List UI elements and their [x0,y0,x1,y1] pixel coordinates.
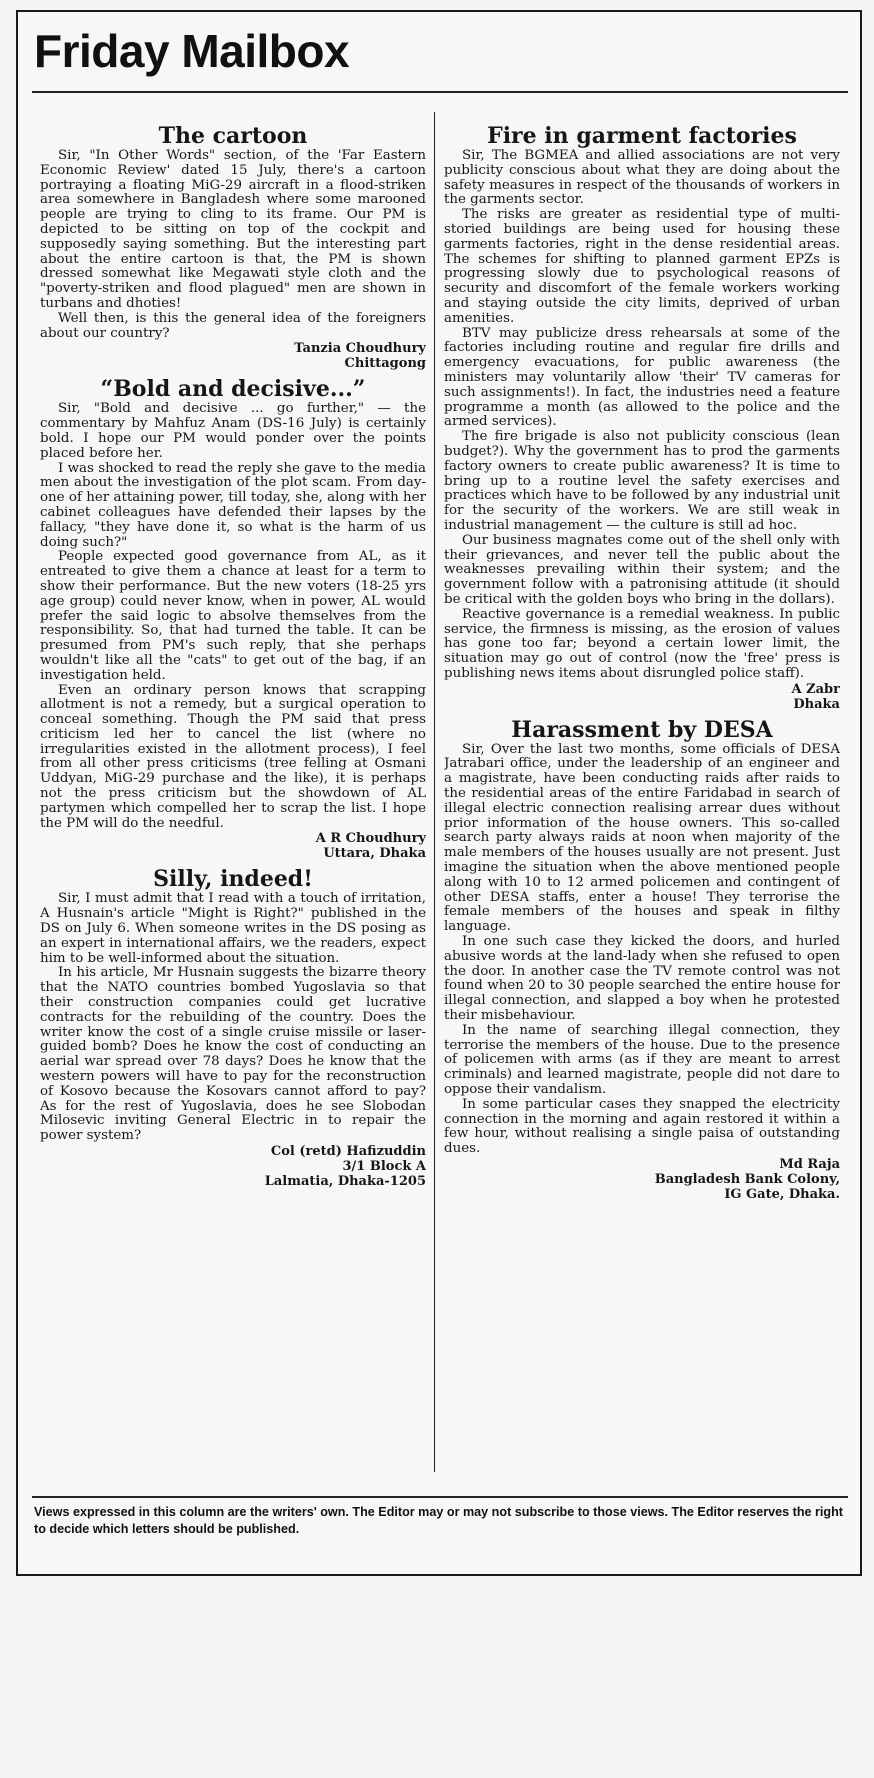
letter-signature-line: Dhaka [793,696,840,712]
letter-paragraph: The risks are greater as residential type of multi-storied buildings are being used for housing these garments factories, right in the dense residential areas. The schemes for shifting to planned garment EPZs is progressing slowly due to psychological reasons of security and discomfort of the female workers working and staying outside the city limits, deprived of urban amenities. [444,207,840,326]
letter [40,124,426,371]
letter-signature-line: 3/1 Block A [342,1159,426,1175]
letter [444,718,840,1202]
letter-paragraph: In some particular cases they snapped the electricity connection in the morning and again restored it within a few hour, without realising a single paisa of outstanding dues. [444,1096,840,1157]
letter-headline: “Bold and decisive...” [100,376,366,403]
column-divider [434,112,435,1472]
letter-paragraph: Sir, "Bold and decisive ... go further," — the commentary by Mahfuz Anam (DS-16 July) is certainly bold. I hope our PM would ponder over the points placed before her. [40,401,426,461]
letter-headline: Harassment by DESA [511,716,773,743]
letter-paragraph: Well then, is this the general idea of the foreigners about our country? [40,310,426,341]
newspaper-page [16,10,862,1576]
letter-signature-line: Tanzia Choudhury [294,341,426,357]
letter-signature-line: Bangladesh Bank Colony, [654,1172,840,1187]
letter-paragraph: Sir, The BGMEA and allied associations are not very publicity conscious about what they are doing about the safety measures in respect of the thousands of workers in the garments sector. [444,148,840,208]
disclaimer: Views expressed in this column are the writers' own. The Editor may or may not subscribe to those views. The Editor reserves the right to decide which letters should be published. [34,1505,843,1536]
letter-signature-line: Md Raja [779,1157,840,1172]
letter [444,124,840,712]
letter-paragraph: Sir, Over the last two months, some officials of DESA Jatrabari office, under the leadership of an engineer and a magistrate, have been conducting raids after raids to the residential areas of the entire Faridabad in search of illegal electric connection realising arrear dues without prior information of the house owners. This so-called search party always raids at noon when majority of the male members of the houses usually are not present. Just imagine the situation when the above mentioned people along with 10 to 12 armed policemen and contingent of other DESA staffs, enter a house! They terrorise the female members of the houses and speak in filthy language. [444,741,840,935]
letter-paragraph: Even an ordinary person knows that scrapping allotment is not a remedy, but a surgical operation to conceal something. Though the PM said that press criticism led her to cancel the list (where no irregularities existed in the allotment process), I feel from all other press criticisms (tree felling at Osmani Uddyan, MiG-29 purchase and the like), it is perhaps not the press criticism but the showdown of AL partymen which compelled her to scrap the list. I hope the PM will do the needful. [40,682,426,831]
letter-paragraph: In one such case they kicked the doors, and hurled abusive words at the land-lady when she refused to open the door. In another case the TV remote control was not found when 20 to 30 people searched the entire house for illegal connection, and slapped a boy when he protested their misbehaviour. [444,934,840,1024]
letter-paragraph: Our business magnates come out of the shell only with their grievances, and never tell the public about the weaknesses prevailing within their system; and the government follow with a patronising attitude (it should be critical with the golden boys who bring in the dollars). [444,532,840,607]
footer-rule [32,1496,848,1498]
letter-signature-line: A R Choudhury [315,831,426,847]
letter-paragraph: Sir, I must admit that I read with a touch of irritation, A Husnain's article "Might is Right?" published in the DS on July 6. When someone writes in the DS posing as an expert in international affairs, we the readers, expect him to be well-informed about the situation. [40,891,426,966]
letter-paragraph: In his article, Mr Husnain suggests the bizarre theory that the NATO countries bombed Yugoslavia so that their construction companies could get lucrative contracts for the rebuilding of the country. Does the writer know the cost of a single cruise missile or laser-guided bomb? Does he know the cost of conducting an aerial war spread over 78 days? Does he know that the western powers will have to pay for the reconstruction of Kosovo because the Kosovars cannot afford to pay? As for the rest of Yugoslavia, does he see Slobodan Milosevic inviting General Electric in to repair the power system? [40,965,426,1144]
letter [40,377,426,861]
letter-headline: The cartoon [158,123,308,149]
letter-paragraph: The fire brigade is also not publicity conscious (lean budget?). Why the government has to prod the garments factory owners to create public awareness? It is time to bring up to a routine level the safety exercises and practices which have to be followed by any industrial unit for the security of the workers. We are still weak in industrial management — the culture is still ad hoc. [444,429,840,533]
letter-signature-line: Lalmatia, Dhaka-1205 [264,1174,426,1190]
letter-paragraph: People expected good governance from AL, as it entreated to give them a chance at least for a term to show their performance. But the new voters (18-25 yrs age group) could never know, when in power, AL would prefer the said logic to absolve themselves from the responsibility. So, that had turned the table. It can be presumed from PM's such reply, that she perhaps wouldn't like all the "cats" to get out of the bag, if an investigation held. [40,549,426,683]
letter-paragraph: BTV may publicize dress rehearsals at some of the factories including routine and regular fire drills and emergency evacuations, for public awareness (the ministers may voluntarily allow 'their' TV cameras for such assignments!). In fact, the industries need a feature programme a month (as allowed to the police and the armed services). [444,325,840,430]
letter-paragraph: I was shocked to read the reply she gave to the media men about the investigation of the plot scam. From day-one of her attaining power, till today, she, along with her cabinet colleagues have defended their lapses by the fallacy, "they have done it, so what is the harm of us doing such?" [40,460,426,550]
letter-headline: Silly, indeed! [153,866,313,893]
letter-signature-line: Chittagong [344,356,426,372]
letter-signature-line: A Zabr [791,681,840,697]
letter-signature-line: IG Gate, Dhaka. [724,1187,840,1202]
letter-paragraph: Sir, "In Other Words" section, of the 'Far Eastern Economic Review' dated 15 July, there's a cartoon portraying a floating MiG-29 aircraft in a flood-striken area somewhere in Bangladesh where some marooned people are trying to cling to its frame. Our PM is depicted to be sitting on top of the cockpit and supposedly saying something. But the interesting part about the entire cartoon is that, the PM is shown dressed somewhat like Megawati style cloth and the "poverty-striken and flood plagued" men are shown in turbans and dhoties! [40,148,426,311]
masthead-rule [32,91,848,93]
letter-paragraph: In the name of searching illegal connection, they terrorise the members of the house. Due to the presence of policemen with arms (as if they are meant to arrest criminals) and learned magistrate, people did not dare to oppose their vandalism. [444,1022,840,1098]
letter-headline: Fire in garment factories [487,123,797,149]
letter-paragraph: Reactive governance is a remedial weakness. In public service, the firmness is missing, as the erosion of values has gone too far; beyond a certain lower limit, the situation may go out of control (now the 'free' press is publishing news items about disrungled police staff). [444,606,840,681]
masthead: Friday Mailbox [34,25,350,77]
letter-signature-line: Col (retd) Hafizuddin [270,1144,426,1160]
letter [40,867,426,1189]
letter-signature-line: Uttara, Dhaka [323,846,426,862]
